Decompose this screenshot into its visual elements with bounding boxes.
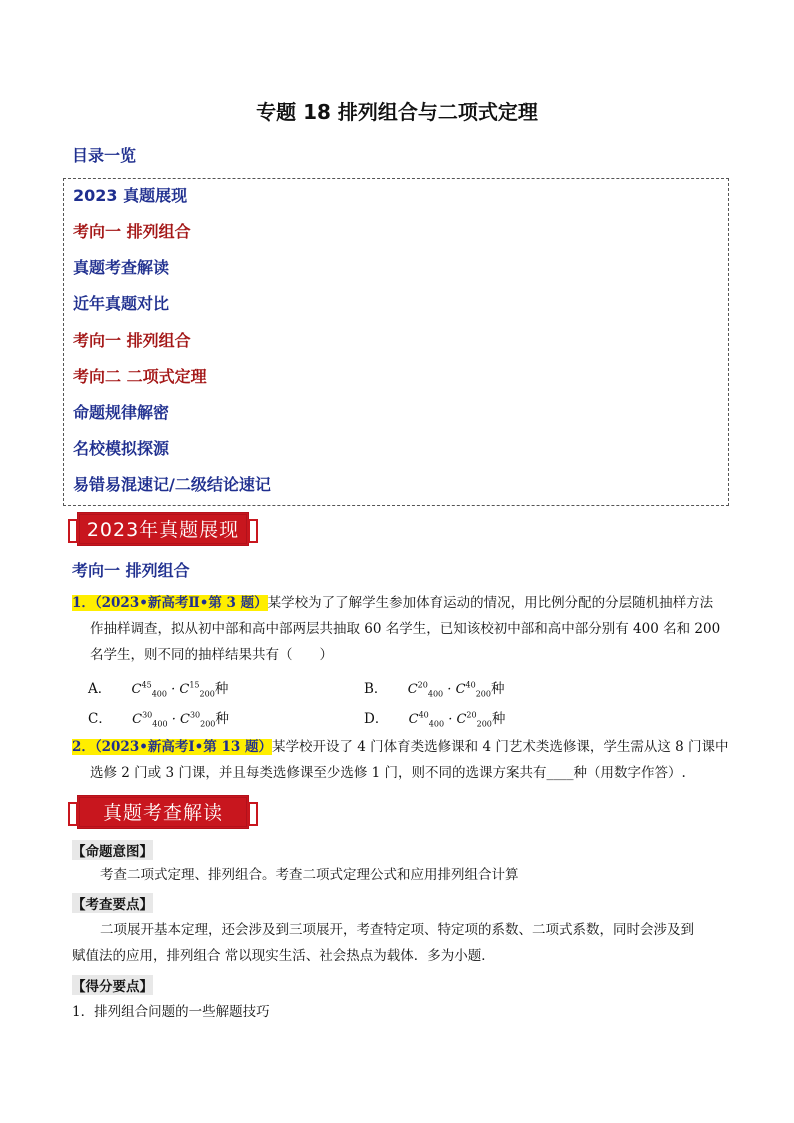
question-1-line2: 作抽样调查，拟从初中部和高中部两层共抽取 60 名学生，已知该校初中部和高中部分别有 400 名和 200	[90, 621, 721, 637]
toc-item[interactable]: 2023 真题展现	[73, 186, 188, 205]
tag-intent: 【命题意图】	[72, 840, 153, 860]
tag-key-points: 【考查要点】	[72, 893, 153, 913]
toc-heading: 目录一览	[72, 146, 137, 165]
toc-box	[63, 178, 729, 506]
question-1-source: 1．（2023•新高考Ⅱ•第 3 题）	[72, 595, 268, 611]
key-points-line2: 赋值法的应用，排列组合 常以现实生活、社会热点为载体．多为小题．	[72, 948, 495, 964]
scoring-text: 1．排列组合问题的一些解题技巧	[72, 1004, 270, 1020]
question-2-source: 2．（2023•新高考Ⅰ•第 13 题）	[72, 739, 272, 755]
toc-item[interactable]: 考向一 排列组合	[73, 331, 191, 350]
section-banner-analysis: 真题考查解读	[77, 795, 249, 829]
toc-item[interactable]: 命题规律解密	[73, 403, 170, 422]
toc-item[interactable]: 名校模拟探源	[73, 439, 170, 458]
question-2: 2．（2023•新高考Ⅰ•第 13 题）某学校开设了 4 门体育类选修课和 4 门艺术类选修课，学生需从这 8 门课中	[72, 739, 729, 755]
toc-item[interactable]: 真题考查解读	[73, 258, 170, 277]
key-points-line1: 二项展开基本定理，还会涉及到三项展开，考查特定项、特定项的系数、二项式系数，同时会涉及到	[100, 922, 694, 938]
choice-a[interactable]: A． $C^{45}_{400} \cdot C^{15}_{200}$种	[88, 680, 229, 699]
choice-b[interactable]: B． $C^{20}_{400} \cdot C^{40}_{200}$种	[364, 680, 505, 699]
toc-item[interactable]: 考向二 二项式定理	[73, 367, 207, 386]
toc-item[interactable]: 易错易混速记/二级结论速记	[73, 475, 271, 494]
toc-item[interactable]: 考向一 排列组合	[73, 222, 191, 241]
question-1-line3: 名学生，则不同的抽样结果共有（ ）	[90, 647, 333, 663]
question-1: 1．（2023•新高考Ⅱ•第 3 题）某学校为了了解学生参加体育运动的情况，用比例分配的分层随机抽样方法	[72, 595, 714, 611]
choice-d[interactable]: D． $C^{40}_{400} \cdot C^{20}_{200}$种	[364, 710, 506, 729]
section-subheading: 考向一 排列组合	[72, 561, 190, 580]
section-banner-2023: 2023年真题展现	[77, 512, 249, 546]
tag-scoring: 【得分要点】	[72, 975, 153, 995]
toc-item[interactable]: 近年真题对比	[73, 294, 170, 313]
intent-text: 考查二项式定理、排列组合。考查二项式定理公式和应用排列组合计算	[100, 867, 519, 883]
choice-c[interactable]: C． $C^{30}_{400} \cdot C^{30}_{200}$种	[88, 710, 229, 729]
question-2-line2: 选修 2 门或 3 门课，并且每类选修课至少选修 1 门，则不同的选课方案共有____种（用数字作答）.	[90, 765, 686, 781]
page-title: 专题 18 排列组合与二项式定理	[256, 100, 538, 124]
